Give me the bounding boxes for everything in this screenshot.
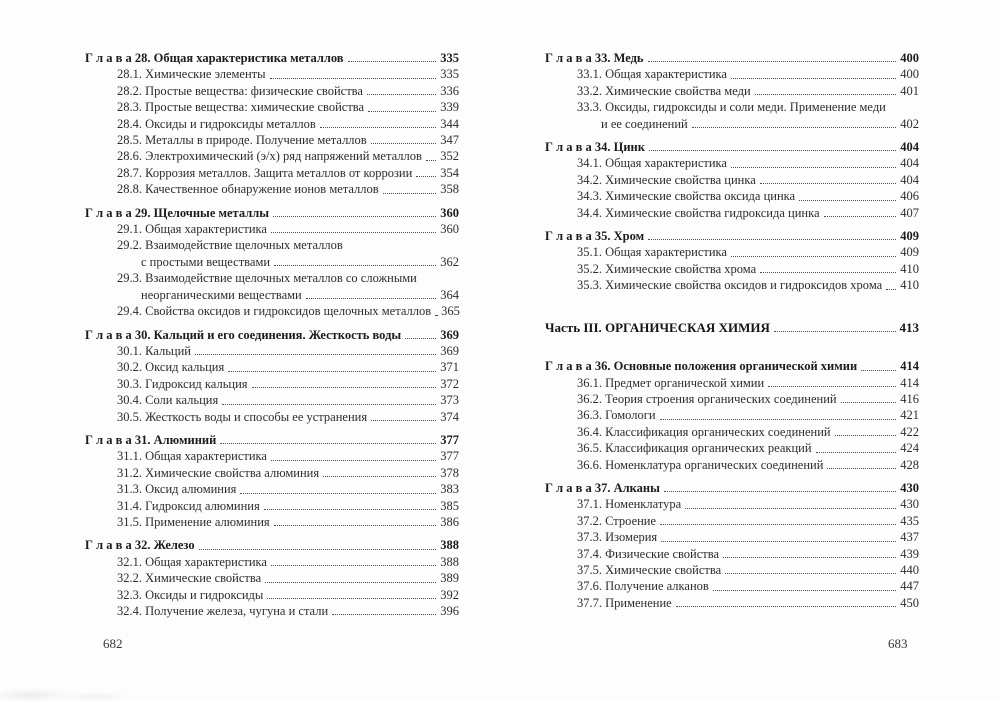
dot-leader bbox=[383, 192, 437, 194]
chapter-heading-text: Г л а в а 35. Хром bbox=[545, 229, 645, 244]
page-ref: 450 bbox=[900, 595, 919, 610]
dot-leader bbox=[271, 231, 436, 233]
page-ref: 358 bbox=[440, 182, 459, 197]
chapter-heading-text: Г л а в а 28. Общая характеристика металлов bbox=[85, 51, 344, 65]
dot-leader bbox=[274, 524, 437, 526]
page-ref: 396 bbox=[440, 604, 459, 618]
toc-entry-text: 37.1. Номенклатура bbox=[577, 497, 682, 512]
page-ref: 430 bbox=[900, 480, 919, 495]
toc-entry bbox=[85, 392, 459, 408]
page-ref: 414 bbox=[900, 359, 919, 374]
page-ref: 422 bbox=[900, 424, 919, 439]
toc-entry-text: 29.3. Взаимодействие щелочных металлов со сложными bbox=[117, 271, 417, 286]
dot-leader bbox=[264, 508, 437, 510]
toc-entry-text: 28.2. Простые вещества: физические свойства bbox=[117, 83, 363, 98]
dot-leader bbox=[195, 353, 436, 355]
toc-entry bbox=[545, 155, 919, 171]
page-ref: 336 bbox=[440, 83, 459, 98]
dot-leader bbox=[649, 149, 896, 151]
page-ref: 386 bbox=[440, 514, 459, 529]
page-ref: 424 bbox=[900, 441, 919, 456]
toc-entry-text: 30.3. Гидроксид кальция bbox=[117, 376, 248, 391]
toc-entry bbox=[85, 465, 459, 481]
toc-section bbox=[545, 228, 919, 294]
toc-entry-text: 36.1. Предмет органической химии bbox=[577, 375, 765, 390]
toc-entry-text: 36.5. Классификация органических реакций bbox=[577, 441, 812, 456]
toc-entry-text: 32.1. Общая характеристика bbox=[117, 554, 267, 569]
dot-leader bbox=[731, 166, 896, 168]
dot-leader bbox=[348, 60, 437, 62]
dot-leader bbox=[332, 613, 436, 615]
toc-entry-text: 30.1. Кальций bbox=[117, 343, 191, 358]
toc-entry bbox=[85, 221, 459, 237]
dot-leader bbox=[265, 581, 436, 583]
page-ref: 404 bbox=[900, 156, 919, 171]
dot-leader bbox=[416, 175, 436, 177]
toc-entry bbox=[85, 181, 459, 197]
dot-leader bbox=[273, 215, 436, 217]
page-ref: 410 bbox=[900, 261, 919, 276]
page-ref: 430 bbox=[900, 497, 919, 512]
toc-entry-text: 36.2. Теория строения органических соединений bbox=[577, 391, 837, 406]
toc-entry-text: 28.3. Простые вещества: химические свойства bbox=[117, 100, 365, 115]
page-ref: 400 bbox=[900, 51, 919, 65]
toc-entry bbox=[545, 83, 919, 99]
page-ref: 354 bbox=[440, 165, 459, 180]
toc-section bbox=[545, 480, 919, 611]
toc-entry-text: 31.3. Оксид алюминия bbox=[117, 482, 237, 497]
toc-entry-text: 37.4. Физические свойства bbox=[577, 546, 720, 561]
toc-entry-text: 29.4. Свойства оксидов и гидроксидов щелочных металлов bbox=[117, 304, 432, 319]
page-ref: 364 bbox=[440, 287, 459, 302]
toc-section bbox=[85, 205, 459, 320]
page-ref: 401 bbox=[900, 83, 919, 98]
toc-entry-text: 33.3. Оксиды, гидроксиды и соли меди. Применение меди bbox=[577, 100, 886, 115]
toc-entry bbox=[545, 375, 919, 391]
toc-entry bbox=[85, 359, 459, 375]
toc-entry bbox=[545, 66, 919, 82]
toc-entry bbox=[85, 270, 459, 286]
page-ref: 377 bbox=[440, 449, 459, 464]
toc-entry-text: 28.1. Химические элементы bbox=[117, 67, 266, 82]
toc-entry bbox=[545, 578, 919, 594]
dot-leader bbox=[725, 572, 896, 574]
toc-entry-text: 32.3. Оксиды и гидроксиды bbox=[117, 587, 264, 602]
dot-leader bbox=[199, 548, 437, 550]
chapter-heading bbox=[545, 228, 919, 244]
toc-entry bbox=[85, 165, 459, 181]
part-heading bbox=[545, 320, 919, 336]
toc-entry-text: 30.2. Оксид кальция bbox=[117, 360, 225, 375]
toc-entry bbox=[545, 391, 919, 407]
toc-entry-text: 33.2. Химические свойства меди bbox=[577, 83, 751, 98]
toc-entry-text: 31.5. Применение алюминия bbox=[117, 514, 270, 529]
page-ref: 428 bbox=[900, 457, 919, 472]
dot-leader bbox=[267, 597, 436, 599]
chapter-heading-text: Г л а в а 37. Алканы bbox=[545, 480, 660, 495]
toc-entry bbox=[85, 448, 459, 464]
dot-leader bbox=[421, 282, 456, 283]
toc-column-left bbox=[85, 50, 459, 626]
toc-entry bbox=[85, 66, 459, 82]
toc-entry-text: 35.1. Общая характеристика bbox=[577, 245, 727, 260]
page-ref: 402 bbox=[900, 116, 919, 131]
page-ref: 378 bbox=[440, 465, 459, 480]
dot-leader bbox=[371, 142, 437, 144]
dot-leader bbox=[426, 159, 436, 161]
toc-entry-text: 36.6. Номенклатура органических соединений bbox=[577, 457, 824, 472]
page-ref: 440 bbox=[900, 562, 919, 577]
dot-leader bbox=[713, 589, 896, 591]
toc-entry bbox=[85, 554, 459, 570]
toc-entry bbox=[85, 498, 459, 514]
dot-leader bbox=[240, 492, 436, 494]
toc-entry bbox=[85, 409, 459, 425]
toc-section bbox=[85, 537, 459, 619]
page-ref: 409 bbox=[900, 229, 919, 244]
toc-entry bbox=[85, 587, 459, 603]
page-ref: 400 bbox=[900, 67, 919, 82]
page-ref: 404 bbox=[900, 172, 919, 187]
dot-leader bbox=[220, 442, 436, 444]
page-ref: 362 bbox=[440, 254, 459, 269]
dot-leader bbox=[886, 288, 896, 290]
dot-leader bbox=[661, 540, 896, 542]
chapter-heading bbox=[85, 537, 459, 553]
toc-entry-text: 34.3. Химические свойства оксида цинка bbox=[577, 189, 796, 204]
toc-entry bbox=[85, 514, 459, 530]
toc-section bbox=[545, 139, 919, 221]
toc-entry-text: 36.4. Классификация органических соединений bbox=[577, 424, 831, 439]
toc-entry bbox=[545, 205, 919, 221]
dot-leader bbox=[405, 337, 436, 339]
page-number-left: 682 bbox=[103, 636, 123, 651]
dot-leader bbox=[660, 523, 896, 525]
toc-entry-text: 28.5. Металлы в природе. Получение металлов bbox=[117, 133, 367, 148]
toc-entry bbox=[545, 440, 919, 456]
chapter-heading bbox=[85, 432, 459, 448]
page-ref: 365 bbox=[441, 304, 460, 319]
chapter-heading bbox=[545, 139, 919, 155]
dot-leader bbox=[799, 199, 896, 201]
dot-leader bbox=[731, 77, 896, 79]
chapter-heading-text: Г л а в а 29. Щелочные металлы bbox=[85, 205, 269, 220]
toc-entry-text: 37.5. Химические свойства bbox=[577, 562, 722, 577]
toc-entry bbox=[545, 261, 919, 277]
page-ref: 406 bbox=[900, 189, 919, 204]
page-ref: 374 bbox=[440, 409, 459, 424]
toc-entry bbox=[85, 603, 459, 619]
page-ref: 439 bbox=[900, 546, 919, 561]
page-ref: 369 bbox=[440, 343, 459, 358]
dot-leader bbox=[435, 314, 437, 316]
dot-leader bbox=[774, 330, 896, 332]
chapter-heading-text: Г л а в а 32. Железо bbox=[85, 538, 195, 553]
page-ref: 421 bbox=[900, 408, 919, 423]
chapter-heading-text: Г л а в а 36. Основные положения органической химии bbox=[545, 359, 858, 374]
page-ref: 388 bbox=[440, 538, 459, 553]
toc-entry-text: 28.6. Электрохимический (э/х) ряд напряжений металлов bbox=[117, 149, 422, 164]
toc-entry bbox=[545, 188, 919, 204]
dot-leader bbox=[270, 77, 437, 79]
dot-leader bbox=[816, 451, 897, 453]
dot-leader bbox=[347, 249, 456, 250]
toc-entry-text: 34.1. Общая характеристика bbox=[577, 156, 727, 171]
chapter-heading bbox=[545, 358, 919, 374]
part-heading-section bbox=[545, 320, 919, 336]
toc-section bbox=[85, 50, 459, 198]
page-ref: 347 bbox=[440, 133, 459, 148]
page-ref: 371 bbox=[440, 360, 459, 375]
page-ref: 414 bbox=[900, 375, 919, 390]
dot-leader bbox=[755, 93, 897, 95]
dot-leader bbox=[827, 467, 896, 469]
chapter-heading bbox=[85, 327, 459, 343]
dot-leader bbox=[841, 401, 897, 403]
toc-section bbox=[545, 358, 919, 473]
toc-entry bbox=[545, 529, 919, 545]
dot-leader bbox=[676, 605, 897, 607]
toc-entry bbox=[85, 343, 459, 359]
toc-entry bbox=[85, 116, 459, 132]
toc-entry-text: 37.6. Получение алканов bbox=[577, 579, 709, 594]
dot-leader bbox=[723, 556, 896, 558]
toc-entry bbox=[545, 172, 919, 188]
dot-leader bbox=[768, 385, 896, 387]
toc-entry bbox=[85, 570, 459, 586]
toc-entry-text: 28.4. Оксиды и гидроксиды металлов bbox=[117, 116, 316, 131]
toc-section bbox=[85, 327, 459, 425]
toc-entry bbox=[85, 237, 459, 253]
toc-entry-text: 35.2. Химические свойства хрома bbox=[577, 261, 757, 276]
toc-entry-text: 33.1. Общая характеристика bbox=[577, 67, 727, 82]
toc-entry-text: 31.2. Химические свойства алюминия bbox=[117, 465, 320, 480]
dot-leader bbox=[274, 264, 436, 266]
dot-leader bbox=[890, 111, 916, 112]
page-ref: 404 bbox=[900, 140, 919, 155]
toc-entry bbox=[545, 513, 919, 529]
scan-smudge-artifact bbox=[0, 677, 170, 701]
toc-entry-text: 32.2. Химические свойства bbox=[117, 571, 262, 586]
toc-entry bbox=[545, 562, 919, 578]
toc-entry-text: 28.7. Коррозия металлов. Защита металлов от коррозии bbox=[117, 165, 413, 180]
page-ref: 360 bbox=[440, 205, 459, 220]
toc-entry-text: 37.2. Строение bbox=[577, 513, 657, 528]
page-ref: 352 bbox=[440, 149, 459, 164]
toc-entry bbox=[545, 457, 919, 473]
toc-entry-text: 36.3. Гомологи bbox=[577, 408, 656, 423]
page-ref: 409 bbox=[900, 245, 919, 260]
toc-entry-continuation bbox=[85, 254, 459, 270]
page-ref: 360 bbox=[440, 222, 459, 237]
toc-entry bbox=[545, 595, 919, 611]
page-ref: 377 bbox=[440, 432, 459, 447]
dot-leader bbox=[664, 490, 896, 492]
toc-entry bbox=[85, 303, 459, 319]
toc-entry bbox=[85, 99, 459, 115]
toc-entry bbox=[545, 244, 919, 260]
page-ref: 392 bbox=[440, 587, 459, 602]
toc-entry-continuation-text: неорганическими веществами bbox=[141, 287, 302, 302]
dot-leader bbox=[660, 418, 897, 420]
dot-leader bbox=[731, 255, 896, 257]
toc-entry-continuation-text: и ее соединений bbox=[601, 116, 688, 131]
toc-entry bbox=[545, 99, 919, 115]
toc-entry bbox=[545, 407, 919, 423]
page-ref: 413 bbox=[899, 319, 919, 335]
toc-section bbox=[545, 50, 919, 132]
dot-leader bbox=[252, 386, 437, 388]
toc-entry-continuation bbox=[545, 116, 919, 132]
dot-leader bbox=[692, 126, 897, 128]
toc-entry bbox=[85, 148, 459, 164]
page-ref: 389 bbox=[440, 571, 459, 586]
toc-entry-text: 29.1. Общая характеристика bbox=[117, 222, 267, 237]
toc-entry bbox=[85, 132, 459, 148]
toc-entry-text: 37.3. Изомерия bbox=[577, 530, 658, 545]
page-ref: 372 bbox=[440, 376, 459, 391]
dot-leader bbox=[306, 297, 437, 299]
dot-leader bbox=[760, 182, 896, 184]
toc-entry bbox=[545, 546, 919, 562]
toc-section bbox=[85, 432, 459, 530]
dot-leader bbox=[368, 110, 436, 112]
page-ref: 416 bbox=[900, 391, 919, 406]
chapter-heading bbox=[545, 480, 919, 496]
toc-entry-text: 31.1. Общая характеристика bbox=[117, 449, 267, 464]
dot-leader bbox=[222, 403, 436, 405]
chapter-heading-text: Г л а в а 30. Кальций и его соединения. Жесткость воды bbox=[85, 327, 402, 342]
chapter-heading-text: Г л а в а 33. Медь bbox=[545, 51, 644, 65]
page-ref: 410 bbox=[900, 278, 919, 293]
toc-entry bbox=[545, 277, 919, 293]
page-ref: 435 bbox=[900, 513, 919, 528]
page-ref: 344 bbox=[440, 116, 459, 131]
toc-entry-text: 34.4. Химические свойства гидроксида цинка bbox=[577, 205, 820, 220]
dot-leader bbox=[320, 126, 436, 128]
dot-leader bbox=[648, 238, 896, 240]
toc-entry bbox=[545, 424, 919, 440]
dot-leader bbox=[271, 564, 436, 566]
dot-leader bbox=[367, 93, 436, 95]
toc-column-right bbox=[545, 50, 919, 618]
dot-leader bbox=[835, 434, 897, 436]
toc-entry-text: 30.4. Соли кальция bbox=[117, 393, 219, 408]
dot-leader bbox=[371, 419, 436, 421]
dot-leader bbox=[861, 369, 896, 371]
toc-entry-text: 31.4. Гидроксид алюминия bbox=[117, 498, 260, 513]
toc-entry bbox=[85, 481, 459, 497]
toc-entry-text: 28.8. Качественное обнаружение ионов металлов bbox=[117, 182, 379, 197]
page-ref: 369 bbox=[440, 327, 459, 342]
toc-entry bbox=[85, 83, 459, 99]
page-ref: 385 bbox=[440, 498, 459, 513]
toc-entry-text: 30.5. Жесткость воды и способы ее устранения bbox=[117, 409, 368, 424]
page-ref: 339 bbox=[440, 100, 459, 115]
toc-entry-text: 35.3. Химические свойства оксидов и гидроксидов хрома bbox=[577, 278, 883, 293]
toc-entry bbox=[85, 376, 459, 392]
chapter-heading bbox=[85, 205, 459, 221]
dot-leader bbox=[685, 507, 896, 509]
dot-leader bbox=[824, 215, 897, 217]
page-ref: 388 bbox=[440, 554, 459, 569]
toc-entry bbox=[545, 496, 919, 512]
toc-entry-continuation-text: с простыми веществами bbox=[141, 254, 271, 269]
toc-entry-continuation bbox=[85, 287, 459, 303]
part-heading-text: Часть III. ОРГАНИЧЕСКАЯ ХИМИЯ bbox=[545, 319, 770, 335]
page-number-right: 683 bbox=[888, 636, 908, 651]
page-ref: 383 bbox=[440, 482, 459, 497]
dot-leader bbox=[228, 370, 436, 372]
dot-leader bbox=[323, 475, 436, 477]
chapter-heading-text: Г л а в а 34. Цинк bbox=[545, 140, 645, 155]
page-ref: 437 bbox=[900, 530, 919, 545]
page-ref: 335 bbox=[440, 51, 459, 65]
chapter-heading-text: Г л а в а 31. Алюминий bbox=[85, 432, 217, 447]
toc-entry-text: 34.2. Химические свойства цинка bbox=[577, 172, 756, 187]
dot-leader bbox=[271, 459, 436, 461]
toc-entry-text: 29.2. Взаимодействие щелочных металлов bbox=[117, 238, 343, 253]
toc-entry-text: 32.4. Получение железа, чугуна и стали bbox=[117, 604, 329, 618]
page-ref: 407 bbox=[900, 205, 919, 220]
toc-entry-text: 37.7. Применение bbox=[577, 595, 672, 610]
dot-leader bbox=[760, 271, 896, 273]
chapter-heading bbox=[85, 50, 459, 66]
page-ref: 373 bbox=[440, 393, 459, 408]
page-ref: 335 bbox=[440, 67, 459, 82]
chapter-heading bbox=[545, 50, 919, 66]
dot-leader bbox=[648, 60, 897, 62]
page-ref: 447 bbox=[900, 579, 919, 594]
